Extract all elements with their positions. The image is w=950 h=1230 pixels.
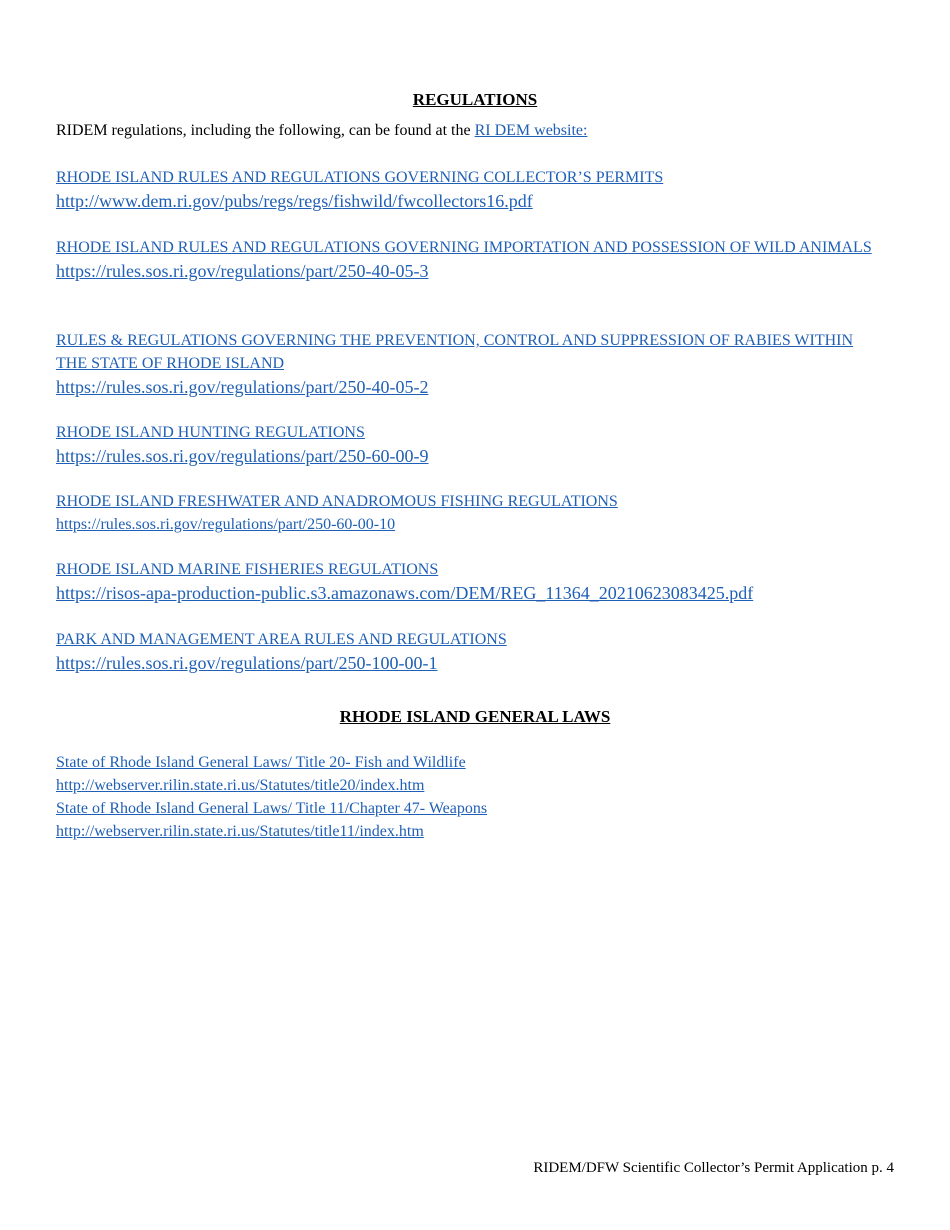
regulation-title-link[interactable]: RHODE ISLAND MARINE FISHERIES REGULATIONS xyxy=(56,561,439,578)
regulation-url-link[interactable]: https://rules.sos.ri.gov/regulations/part/250-40-05-3 xyxy=(56,261,429,281)
regulation-url-link[interactable]: https://risos-apa-production-public.s3.amazonaws.com/DEM/REG_11364_20210623083425.pdf xyxy=(56,583,754,603)
ri-dem-website-link[interactable]: RI DEM website: xyxy=(474,122,588,139)
general-law-title11-link[interactable]: State of Rhode Island General Laws/ Title 11/Chapter 47- Weapons xyxy=(56,800,488,817)
general-law-title20-link[interactable]: State of Rhode Island General Laws/ Title 20- Fish and Wildlife xyxy=(56,754,466,771)
regulation-park-management xyxy=(56,628,876,675)
general-laws-list xyxy=(56,751,876,843)
regulation-freshwater-fishing xyxy=(56,490,876,536)
regulation-title-link[interactable]: PARK AND MANAGEMENT AREA RULES AND REGULATIONS xyxy=(56,631,507,648)
page-footer: RIDEM/DFW Scientific Collector’s Permit Application p. 4 xyxy=(533,1160,894,1176)
regulation-url-link[interactable]: https://rules.sos.ri.gov/regulations/part/250-100-00-1 xyxy=(56,653,438,673)
regulation-title-link[interactable]: RHODE ISLAND RULES AND REGULATIONS GOVERNING IMPORTATION AND POSSESSION OF WILD ANIMALS xyxy=(56,239,872,256)
general-law-title11-url-link[interactable]: http://webserver.rilin.state.ri.us/Statutes/title11/index.htm xyxy=(56,823,424,840)
general-laws-heading: RHODE ISLAND GENERAL LAWS xyxy=(339,707,611,726)
regulation-title-link[interactable]: RHODE ISLAND RULES AND REGULATIONS GOVERNING COLLECTOR’S PERMITS xyxy=(56,169,664,186)
regulation-url-link[interactable]: https://rules.sos.ri.gov/regulations/part/250-40-05-2 xyxy=(56,377,429,397)
regulation-title-link[interactable]: RHODE ISLAND FRESHWATER AND ANADROMOUS FISHING REGULATIONS xyxy=(56,493,618,510)
general-law-title20-url-link[interactable]: http://webserver.rilin.state.ri.us/Statutes/title20/index.htm xyxy=(56,777,425,794)
intro-text: RIDEM regulations, including the following, can be found at the xyxy=(56,122,475,139)
regulation-url-link[interactable]: http://www.dem.ri.gov/pubs/regs/regs/fishwild/fwcollectors16.pdf xyxy=(56,191,533,211)
regulation-collectors-permits xyxy=(56,166,876,213)
regulation-url-link[interactable]: https://rules.sos.ri.gov/regulations/part/250-60-00-10 xyxy=(56,516,396,533)
regulation-url-link[interactable]: https://rules.sos.ri.gov/regulations/part/250-60-00-9 xyxy=(56,446,429,466)
regulation-marine-fisheries xyxy=(56,558,876,605)
intro-paragraph xyxy=(56,121,587,141)
regulation-rabies xyxy=(56,329,876,399)
regulation-importation-wild-animals xyxy=(56,236,876,283)
regulations-heading: REGULATIONS xyxy=(412,90,538,109)
regulation-hunting xyxy=(56,421,876,468)
regulation-title-link[interactable]: RHODE ISLAND HUNTING REGULATIONS xyxy=(56,424,365,441)
regulation-title-link[interactable]: RULES & REGULATIONS GOVERNING THE PREVENTION, CONTROL AND SUPPRESSION OF RABIES WITHIN THE STATE OF RHODE ISLAND xyxy=(56,332,854,372)
